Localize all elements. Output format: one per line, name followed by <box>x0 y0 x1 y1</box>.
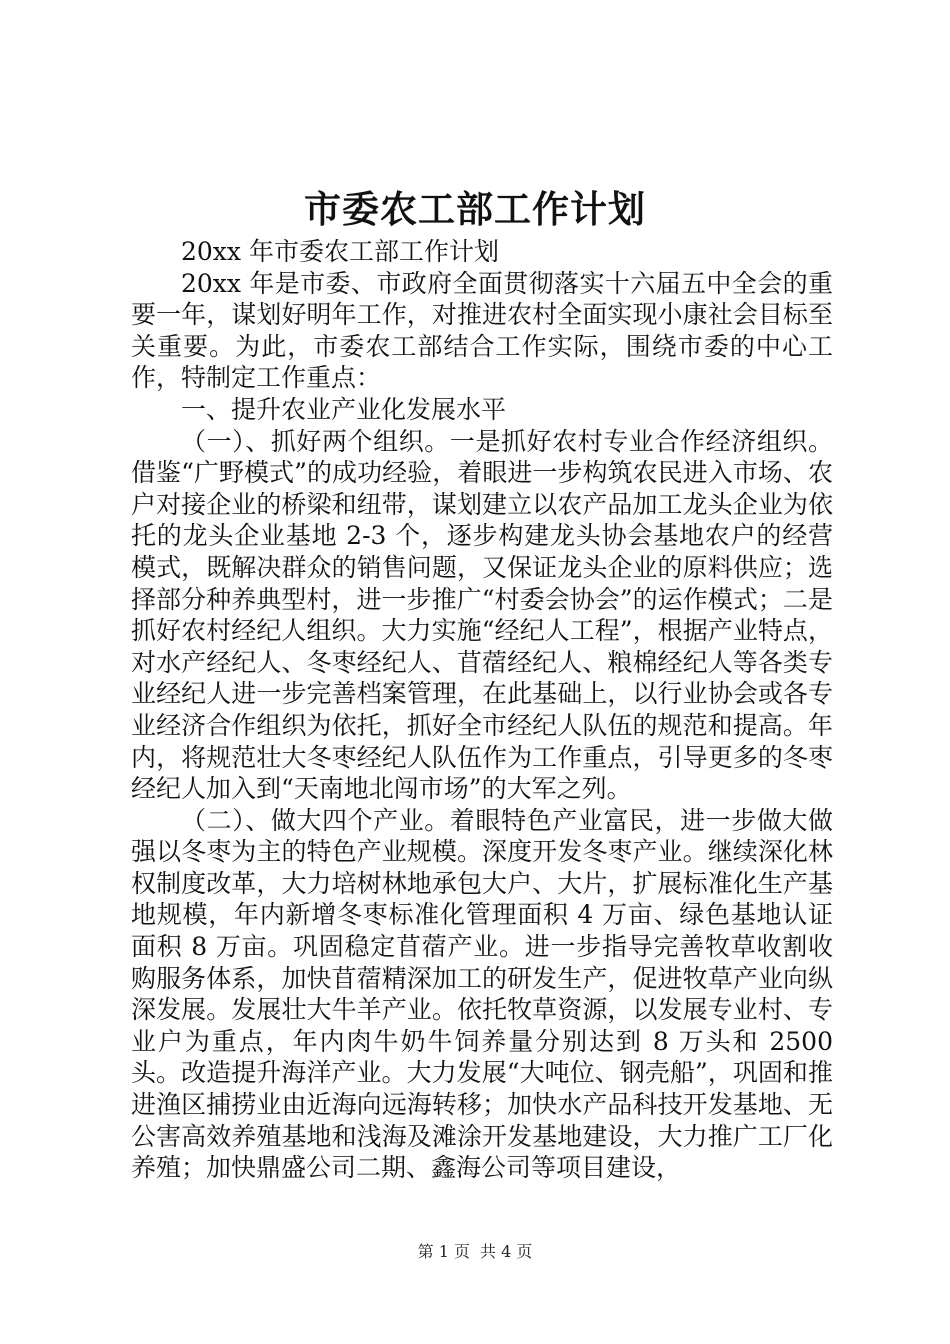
page-footer <box>0 1240 950 1264</box>
document-body <box>131 236 833 1184</box>
paragraph-intro: 20xx 年是市委、市政府全面贯彻落实十六届五中全会的重要一年，谋划好明年工作，对推进农村全面实现小康社会目标至关重要。为此，市委农工部结合工作实际，围绕市委的中心工作，特制定工作重点： <box>131 268 833 393</box>
page-number: 第 1 页 <box>417 1242 470 1261</box>
paragraph-organizations: （一）、抓好两个组织。一是抓好农村专业合作经济组织。借鉴“广野模式”的成功经验，着眼进一步构筑农民进入市场、农户对接企业的桥梁和纽带，谋划建立以农产品加工龙头企业为依托的龙头企业基地 2-3 个，逐步构建龙头协会基地农户的经营模式，既解决群众的销售问题，又保证龙头企业的原料供应；选择部分种养典型村，进一步推广“村委会协会”的运作模式；二是抓好农村经纪人组织。大力实施“经纪人工程”，根据产业特点，对水产经纪人、冬枣经纪人、苜蓿经纪人、粮棉经纪人等各类专业经纪人进一步完善档案管理，在此基础上，以行业协会或各专业经济合作组织为依托，抓好全市经纪人队伍的规范和提高。年内，将规范壮大冬枣经纪人队伍作为工作重点，引导更多的冬枣经纪人加入到“天南地北闯市场”的大军之列。 <box>131 426 833 804</box>
section-heading: 一、提升农业产业化发展水平 <box>181 394 507 424</box>
document-subtitle: 20xx 年市委农工部工作计划 <box>181 237 499 266</box>
page-total: 共 4 页 <box>480 1242 533 1261</box>
document-title: 市委农工部工作计划 <box>304 187 646 231</box>
paragraph-industries: （二）、做大四个产业。着眼特色产业富民，进一步做大做强以冬枣为主的特色产业规模。深度开发冬枣产业。继续深化林权制度改革，大力培树林地承包大户、大片，扩展标准化生产基地规模，年内新增冬枣标准化管理面积 4 万亩、绿色基地认证面积 8 万亩。巩固稳定苜蓿产业。进一步指导完善牧草收割收购服务体系，加快苜蓿精深加工的研发生产，促进牧草产业向纵深发展。发展壮大牛羊产业。依托牧草资源，以发展专业村、专业户为重点，年内肉牛奶牛饲养量分别达到 8 万头和 2500 头。改造提升海洋产业。大力发展“大吨位、钢壳船”，巩固和推进渔区捕捞业由近海向远海转移；加快水产品科技开发基地、无公害高效养殖基地和浅海及滩涂开发基地建设，大力推广工厂化养殖；加快鼎盛公司二期、鑫海公司等项目建设， <box>131 805 833 1183</box>
